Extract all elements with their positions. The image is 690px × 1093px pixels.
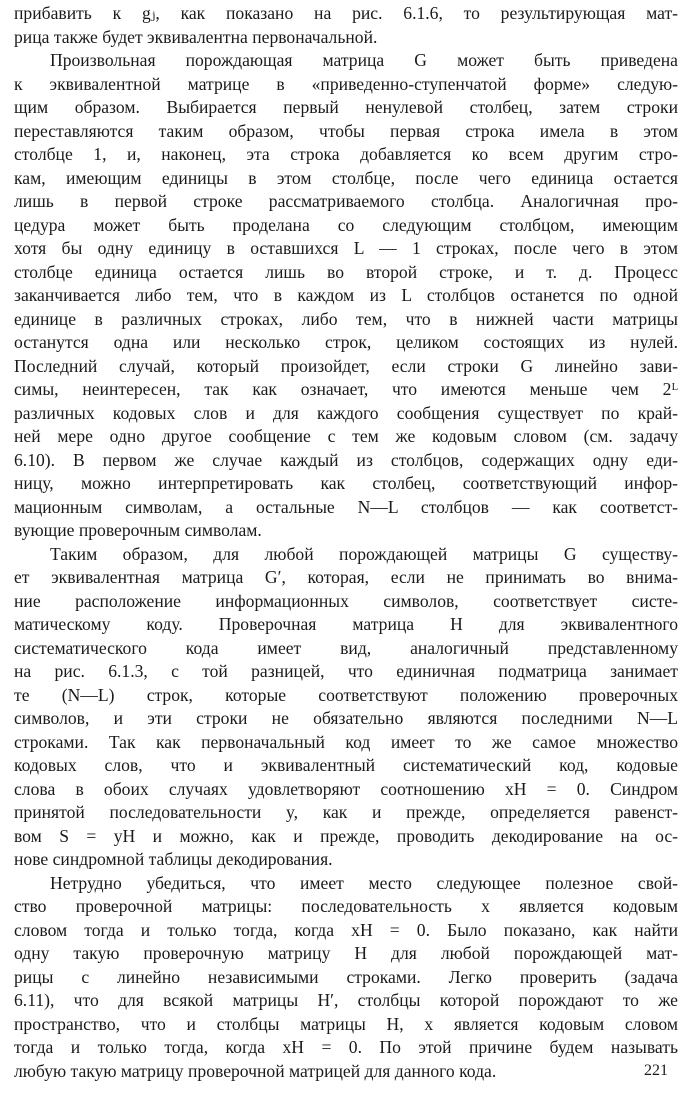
paragraph — [14, 872, 678, 1084]
text-line: одну такую проверочную матрицу H для любой порождающей мат- — [14, 943, 678, 963]
text-line: Последний случай, который произойдет, если строки G линейно зави- — [14, 355, 678, 376]
text-line: кам, имеющим единицы в этом столбце, после чего единица остается — [14, 167, 678, 188]
paragraph — [14, 49, 678, 543]
text-line: любую такую матрицу проверочной матрицей для данного кода. — [14, 1060, 497, 1081]
text-line: тогда и только тогда, когда xH = 0. По этой причине будем называть — [14, 1037, 678, 1057]
text-line: столбце единица остается лишь во второй строке, и т. д. Процесс — [14, 261, 678, 282]
text-line: символов, и эти строки не обязательно являются последними N—L — [14, 708, 678, 728]
page-number: 221 — [644, 1062, 668, 1079]
text-line: заканчивается либо тем, что в каждом из L столбцов останется по одной — [14, 285, 678, 305]
text-line: щим образом. Выбирается первый ненулевой столбец, затем строки — [14, 97, 678, 117]
text-line: ет эквивалентная матрица G′, которая, если не принимать во внима- — [14, 567, 678, 587]
text-line: рицы с линейно независимыми строками. Легко проверить (задача — [14, 966, 678, 987]
text-line: ней мере одно другое сообщение с тем же кодовым словом (см. задачу — [14, 426, 678, 446]
text-line: пространство, что и столбцы матрицы H, x является кодовым словом — [14, 1013, 678, 1034]
text-line: слова в обоих случаях удовлетворяют соотношению xH = 0. Синдром — [14, 778, 678, 799]
text-line: переставляются таким образом, чтобы первая строка имела в этом — [14, 120, 678, 141]
text-line: принятой последовательности y, как и прежде, определяется равенст- — [14, 802, 678, 822]
text-line: мационным символам, а остальные N—L столбцов — как соответст- — [14, 496, 678, 517]
text-line: хотя бы одну единицу в оставшихся L — 1 строках, после чего в этом — [14, 238, 678, 258]
text-line: ницу, можно интерпретировать как столбец, соответствующий инфор- — [14, 473, 678, 493]
text-line: 6.11), что для всякой матрицы H′, столбцы которой порождают то же — [14, 990, 678, 1010]
text-line: кодовых слов, что и эквивалентный систематический код, кодовые — [14, 755, 678, 775]
text-line: различных кодовых слов и для каждого сообщения существует по край- — [14, 402, 678, 423]
text-line: цедура может быть проделана со следующим столбцом, имеющим — [14, 214, 678, 235]
text-line: лишь в первой строке рассматриваемого столбца. Аналогичная про- — [14, 191, 678, 211]
text-line: нове синдромной таблицы декодирования. — [14, 849, 333, 869]
page-body — [14, 2, 678, 1083]
text-line: вующие проверочным символам. — [14, 520, 262, 540]
text-line: останутся одна или несколько строк, целиком состоящих из нулей. — [14, 332, 678, 352]
text-body — [14, 2, 678, 1083]
text-line: Произвольная порождающая матрица G может быть приведена — [50, 50, 678, 70]
text-line: столбце 1, и, наконец, эта строка добавляется ко всем другим стро- — [14, 144, 678, 164]
text-line: симы, неинтересен, так как означает, что имеются меньше чем 2ᴸ — [14, 379, 678, 399]
text-line: ство проверочной матрицы: последовательность x является кодовым — [14, 896, 678, 916]
paragraph — [14, 543, 678, 872]
text-line: вом S = yH и можно, как и прежде, проводить декодирование на ос- — [14, 825, 678, 846]
text-line: 6.10). В первом же случае каждый из столбцов, содержащих одну еди- — [14, 449, 678, 470]
paragraph — [14, 2, 678, 49]
text-line: Нетрудно убедиться, что имеет место следующее полезное свой- — [50, 872, 678, 893]
text-line: словом тогда и только тогда, когда xH = 0. Было показано, как найти — [14, 919, 678, 940]
text-line: Таким образом, для любой порождающей матрицы G существу- — [50, 543, 678, 564]
text-line: те (N—L) строк, которые соответствуют положению проверочных — [14, 684, 678, 705]
text-line: к эквивалентной матрице в «приведенно-ступенчатой форме» следую- — [14, 73, 678, 94]
text-line: рица также будет эквивалентна первоначальной. — [14, 26, 378, 47]
text-line: строками. Так как первоначальный код имеет то же самое множество — [14, 731, 678, 752]
text-line: на рис. 6.1.3, с той разницей, что единичная подматрица занимает — [14, 661, 678, 681]
text-line: прибавить к gⱼ, как показано на рис. 6.1.6, то результирующая мат- — [14, 3, 678, 23]
text-line: систематического кода имеет вид, аналогичный представленному — [14, 637, 678, 658]
text-line: ние расположение информационных символов, соответствует систе- — [14, 590, 678, 611]
text-line: матическому коду. Проверочная матрица H для эквивалентного — [14, 614, 678, 634]
text-line: единице в различных строках, либо тем, что в нижней части матрицы — [14, 308, 678, 329]
